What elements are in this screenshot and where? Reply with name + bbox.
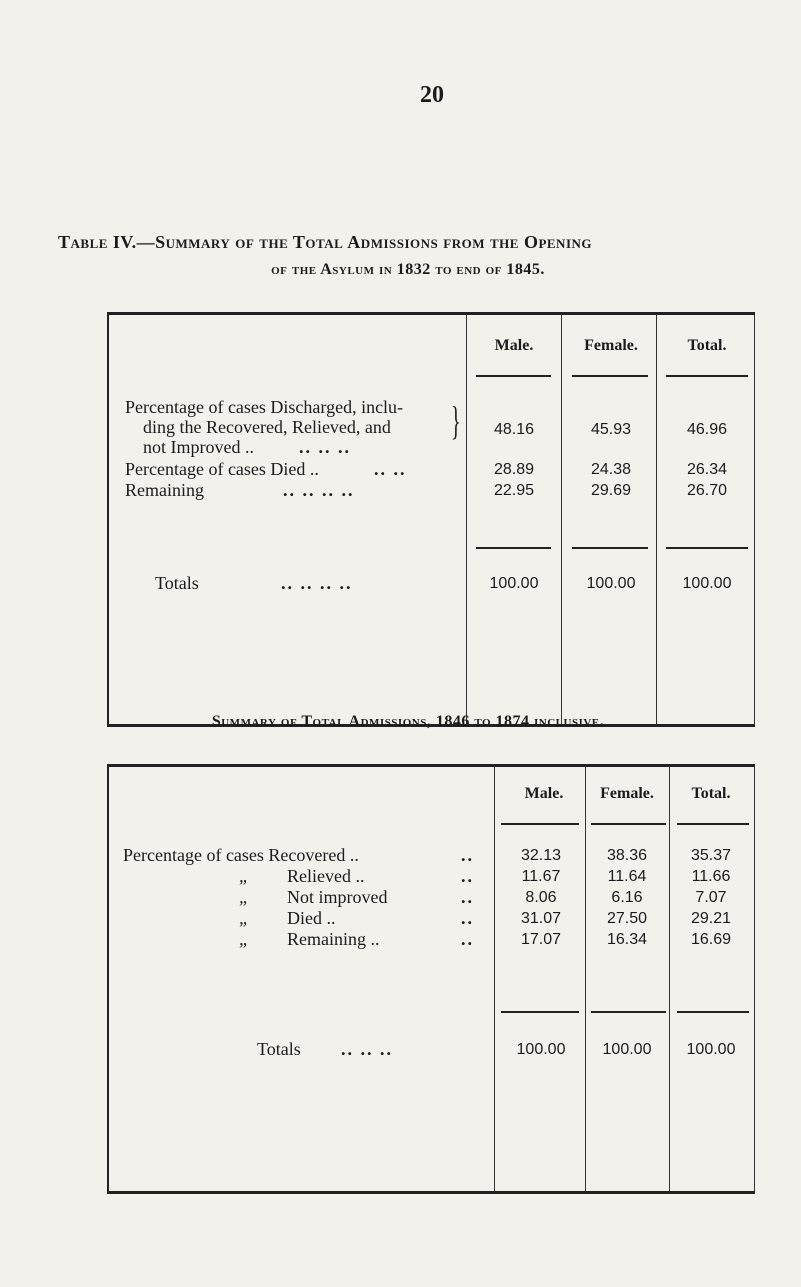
header-total: Total. (691, 785, 731, 802)
row-remaining-total: 26.70 (686, 482, 728, 499)
row-not-improved-female: 6.16 (611, 889, 643, 906)
row-remaining-total: 16.69 (690, 931, 732, 948)
totals-label: Totals (155, 573, 199, 593)
row-not-improved-male: 8.06 (525, 889, 557, 906)
header-rule-male (501, 823, 579, 825)
totals-label: Totals (257, 1039, 301, 1059)
row-not-improved-dots: .. (461, 887, 474, 907)
row-recovered-total: 35.37 (690, 847, 732, 864)
totals-male: 100.00 (516, 1041, 566, 1058)
row-died-label: Died .. (287, 908, 336, 928)
row-remaining-female: 29.69 (590, 482, 632, 499)
totals-total: 100.00 (686, 1041, 736, 1058)
row-remaining-label: Remaining .. (287, 929, 380, 949)
table-iv (107, 312, 755, 727)
column-divider-total (669, 767, 670, 1191)
header-rule-female (591, 823, 666, 825)
totals-total: 100.00 (682, 575, 732, 592)
row-died-ditto: „ (239, 908, 250, 928)
totals-rule-total (666, 547, 748, 549)
row-died-total: 26.34 (686, 461, 728, 478)
summary-title-text: Summary of Total Admissions, 1846 to 1874 inclusive. (211, 713, 605, 730)
row-recovered-female: 38.36 (606, 847, 648, 864)
totals-male: 100.00 (489, 575, 539, 592)
row-discharged-female: 45.93 (590, 421, 632, 438)
row-relieved-female: 11.64 (607, 868, 647, 885)
column-divider-total (656, 315, 657, 724)
table-iv-title-lead: Table IV. (58, 232, 137, 252)
row-died-total: 29.21 (690, 910, 732, 927)
totals-dots: .. .. .. .. (281, 573, 353, 593)
row-died-dots: .. .. (374, 459, 407, 479)
column-divider-female (561, 315, 562, 724)
table-iv-title-dash: — (136, 232, 156, 252)
totals-rule-total (677, 1011, 749, 1013)
column-divider-right (754, 767, 755, 1191)
row-relieved-total: 11.66 (691, 868, 731, 885)
row-died-male: 31.07 (520, 910, 562, 927)
header-rule-male (476, 375, 551, 377)
header-total: Total. (687, 337, 727, 354)
row-died-female: 24.38 (590, 461, 632, 478)
row-discharged-dots: .. .. .. (299, 437, 351, 457)
totals-rule-male (476, 547, 551, 549)
row-not-improved-label: Not improved (287, 887, 388, 907)
summary-title (58, 712, 758, 731)
row-recovered-label: Percentage of cases Recovered .. (123, 845, 359, 865)
totals-female: 100.00 (586, 575, 636, 592)
row-recovered-male: 32.13 (520, 847, 562, 864)
row-not-improved-total: 7.07 (695, 889, 727, 906)
totals-dots: .. .. .. (341, 1039, 393, 1059)
header-rule-female (572, 375, 648, 377)
row-discharged-label-line-3: not Improved .. (143, 437, 254, 457)
row-died-dots: .. (461, 908, 474, 928)
row-discharged-total: 46.96 (686, 421, 728, 438)
header-male: Male. (494, 337, 534, 354)
column-divider-male (466, 315, 467, 724)
row-remaining-male: 17.07 (520, 931, 562, 948)
column-divider-female (585, 767, 586, 1191)
row-remaining-female: 16.34 (606, 931, 648, 948)
row-discharged-label-line-2: ding the Recovered, Relieved, and (143, 417, 391, 437)
row-remaining-dots: .. .. .. .. (283, 480, 355, 500)
row-not-improved-ditto: „ (239, 887, 250, 907)
row-died-label: Percentage of cases Died .. (125, 459, 319, 479)
row-recovered-dots: .. (461, 845, 474, 865)
header-rule-total (677, 823, 749, 825)
table-iv-title (58, 232, 758, 279)
totals-rule-female (572, 547, 648, 549)
row-died-female: 27.50 (606, 910, 648, 927)
brace-icon: } (451, 398, 461, 443)
page-number: 20 (420, 82, 444, 108)
header-rule-total (666, 375, 748, 377)
table-iv-title-line-2: of the Asylum in 1832 to end of 1845. (271, 260, 545, 278)
row-remaining-dots: .. (461, 929, 474, 949)
header-male: Male. (524, 785, 564, 802)
header-female: Female. (584, 337, 638, 354)
table-iv-title-line-1 (58, 232, 758, 254)
row-remaining-male: 22.95 (493, 482, 535, 499)
summary-table (107, 764, 755, 1194)
row-remaining-ditto: „ (239, 929, 250, 949)
column-divider-right (754, 315, 755, 724)
row-died-male: 28.89 (493, 461, 535, 478)
totals-rule-male (501, 1011, 579, 1013)
totals-rule-female (591, 1011, 666, 1013)
row-relieved-label: Relieved .. (287, 866, 365, 886)
row-relieved-male: 11.67 (521, 868, 561, 885)
row-remaining-label: Remaining (125, 480, 204, 500)
totals-female: 100.00 (602, 1041, 652, 1058)
row-discharged-male: 48.16 (493, 421, 535, 438)
row-discharged-label-line-1: Percentage of cases Discharged, inclu- (125, 397, 404, 417)
row-relieved-ditto: „ (239, 866, 250, 886)
column-divider-male (494, 767, 495, 1191)
row-relieved-dots: .. (461, 866, 474, 886)
table-iv-title-rest: Summary of the Total Admissions from the Opening (155, 232, 593, 252)
header-female: Female. (600, 785, 654, 802)
